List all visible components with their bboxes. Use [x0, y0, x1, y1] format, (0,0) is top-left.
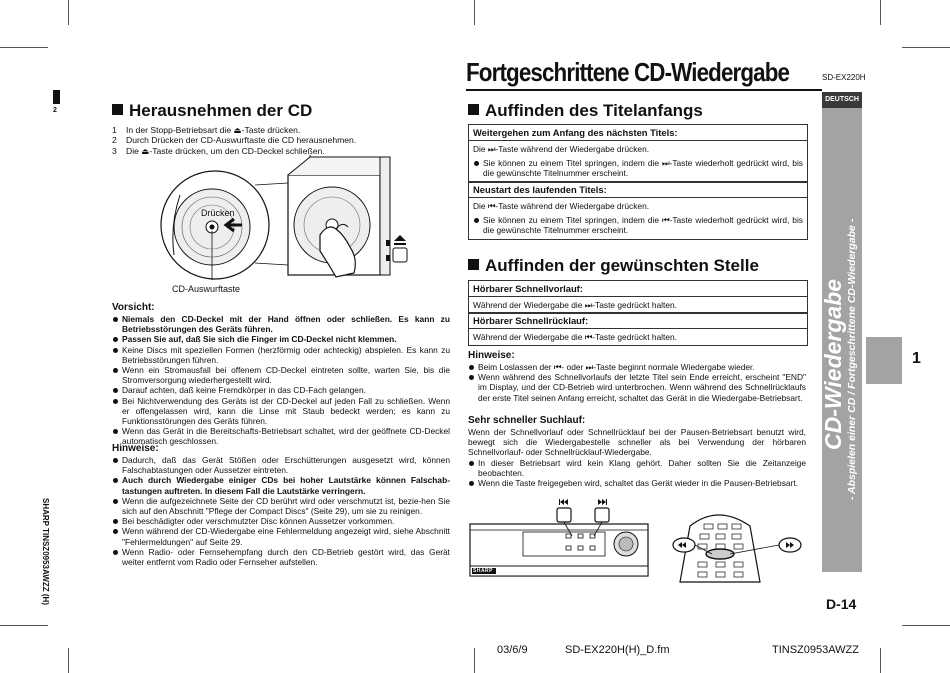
list-item: In dieser Betriebsart wird kein Klang gehört. Daher sollten Sie die Zeitanzeige beobachten. — [468, 458, 806, 478]
model-number: SD-EX220H — [822, 73, 866, 82]
box-heading: Hörbarer Schnellvorlauf: — [469, 281, 807, 297]
box-fast-forward — [468, 280, 808, 314]
heading-square-icon — [468, 104, 479, 115]
crop-mark — [0, 625, 48, 626]
page-title: Fortgeschrittene CD-Wiedergabe — [466, 57, 790, 87]
list-item: 3 Die ⏏-Taste drücken, um den CD-Deckel schließen. — [112, 145, 325, 156]
section-heading-track-start: Auffinden des Titelanfangs — [468, 101, 703, 121]
left-vertical-code: SHARP TINSZ0953AWZZ (H) — [41, 498, 50, 605]
box-body: Während der Wiedergabe die ⏭-Taste gedrückt halten. — [473, 300, 677, 310]
section-heading-remove-cd: Herausnehmen der CD — [112, 101, 312, 121]
list-item: Sie können zu einem Titel springen, indem die ⏭-Taste wiederholt gedrückt wird, bis die gewünschte Titelnummer erscheint. — [473, 158, 803, 178]
list-item: Wenn während des Schnellvorlaufs der letzte Titel sein Ende erreicht, erscheint "END" im Display, und der CD-Betrieb wird unterbrochen. Wenn während des Schnellrücklaufs der erste Titel seinen Anfang erreicht, schaltet das Gerät in die Wiedergabe-Betriebsart. — [468, 372, 806, 403]
heading-square-icon — [112, 104, 123, 115]
crop-mark — [474, 0, 475, 25]
list-item: Dadurch, daß das Gerät Stößen oder Erschütterungen ausgesetzt wird, können Falschabtastungen oder Aussetzer eintreten. — [112, 455, 450, 475]
crop-mark — [902, 47, 950, 48]
footer-file: SD-EX220H(H)_D.fm — [565, 644, 670, 656]
label-eject-button: CD-Auswurftaste — [172, 284, 241, 294]
box-next-track — [468, 124, 808, 183]
label-press: Drücken — [201, 208, 235, 218]
list-item: Wenn das Gerät in die Bereitschafts-Betriebsart schaltet, wird der geöffnete CD-Deckel automatisch geschlossen. — [112, 426, 450, 446]
right-notes-title: Hinweise: — [468, 350, 515, 361]
crop-mark — [880, 648, 881, 673]
chapter-number: 1 — [912, 350, 921, 367]
box-restart-track — [468, 181, 808, 240]
chapter-tab — [866, 337, 902, 384]
list-item: Bei Nichtverwendung des Geräts ist der CD-Deckel auf jeden Fall zu schließen. Wenn er offengelassen wird, kann die Linse mit Staub bedeckt werden; es kann zu Funktionsstörungen des Geräts führen. — [112, 396, 450, 427]
section-heading-find-position: Auffinden der gewünschten Stelle — [468, 256, 759, 276]
box-heading: Hörbarer Schnellrücklauf: — [469, 313, 807, 329]
list-item: Beim Loslassen der ⏮- oder ⏭-Taste beginnt normale Wiedergabe wieder. — [468, 362, 806, 372]
side-main-title: CD-Wiedergabe — [820, 278, 846, 450]
list-item: Wenn Radio- oder Fernsehempfang durch den CD-Betrieb gestört wird, das Gerät weiter entfernt vom Radio oder Fernseher aufstellen. — [112, 547, 450, 567]
list-item: Auch durch Wiedergabe einiger CDs bei hoher Lautstärke können Falschab-tastungen auftreten. In diesem Fall die Lautstärke verringern. — [112, 475, 450, 495]
crop-mark — [474, 648, 475, 673]
device-brand-label: SHARP — [473, 568, 494, 574]
search-notes-list — [468, 458, 806, 489]
heading-square-icon — [468, 259, 479, 270]
crop-mark — [902, 625, 950, 626]
list-item: Sie können zu einem Titel springen, indem die ⏮-Taste wiederholt gedrückt wird, bis die gewünschte Titelnummer erscheint. — [473, 215, 803, 235]
list-item: Bei beschädigter oder verschmutzter Disc können Aussetzer vorkommen. — [112, 516, 450, 526]
list-item: Wenn die Taste freigegeben wird, schaltet das Gerät wieder in die Pausen-Betriebsart. — [468, 478, 806, 488]
list-item: Wenn die aufgezeichnete Seite der CD berührt wird oder verschmutzt ist, bezie-hen Sie sich auf den Abschnitt "Pflege der Compact Discs" (Seite 29), um sie zu reinigen. — [112, 496, 450, 516]
search-title: Sehr schneller Suchlauf: — [468, 415, 586, 426]
caution-list — [112, 314, 450, 447]
box-fast-reverse — [468, 312, 808, 346]
right-notes-list — [468, 362, 806, 403]
crop-mark — [68, 648, 69, 673]
box-line: Die ⏭-Taste während der Wiedergabe drücken. — [473, 144, 650, 154]
list-item: 2 Durch Drücken der CD-Auswurftaste die CD herausnehmen. — [112, 135, 357, 146]
list-item: Passen Sie auf, daß Sie sich die Finger im CD-Deckel nicht klemmen. — [112, 334, 450, 344]
cd-eject-illustration — [160, 155, 420, 290]
caution-title: Vorsicht: — [112, 302, 155, 313]
page-number: D-14 — [826, 596, 857, 612]
footer-code: TINSZ0953AWZZ — [772, 644, 859, 656]
list-item: Wenn während der CD-Wiedergabe eine Fehlermeldung angezeigt wird, siehe Abschnitt "Fehlermeldungen" auf Seite 29. — [112, 526, 450, 546]
crop-mark — [0, 47, 48, 48]
box-heading: Neustart des laufenden Titels: — [469, 182, 807, 198]
notes-list — [112, 455, 450, 567]
list-item: Keine Discs mit speziellen Formen (herzförmig oder achteckig) abspielen. Es kann zu Betriebsstörungen führen. — [112, 345, 450, 365]
left-page-number: 2 — [53, 107, 57, 114]
page-marker — [53, 90, 60, 104]
box-line: Die ⏮-Taste während der Wiedergabe drücken. — [473, 201, 650, 211]
box-body — [469, 141, 807, 182]
list-item: 1 In der Stopp-Betriebsart die ⏏-Taste drücken. — [112, 125, 301, 135]
crop-mark — [68, 0, 69, 25]
list-item: Niemals den CD-Deckel mit der Hand öffnen oder schließen. Es kann zu Betriebsstörungen des Geräts führen. — [112, 314, 450, 334]
list-item: Wenn ein Stromausfall bei offenem CD-Deckel eintreten sollte, warten Sie, bis die Stromversorgung wiederhergestellt wird. — [112, 365, 450, 385]
skip-buttons-illustration — [468, 496, 810, 586]
notes-title: Hinweise: — [112, 443, 159, 454]
footer-date: 03/6/9 — [497, 644, 528, 656]
title-rule — [466, 89, 822, 91]
language-tab: DEUTSCH — [822, 92, 862, 108]
steps-list — [112, 125, 462, 156]
search-text: Wenn der Schnellvorlauf oder Schnellrücklauf bei der Pausen-Betriebsart benutzt wird, bewegt sich die Wiedergabestelle schneller als bei Verwendung der hörbaren Schnellvorlauf- oder Schnellrücklauf-Wiedergabe. — [468, 427, 806, 458]
box-body: Während der Wiedergabe die ⏮-Taste gedrückt halten. — [473, 332, 677, 342]
box-body — [469, 198, 807, 239]
list-item: Darauf achten, daß keine Fremdkörper in das CD-Fach gelangen. — [112, 385, 450, 395]
side-subtitle: - Abspielen einer CD / Fortgeschrittene CD-Wiedergabe - — [846, 218, 858, 500]
box-heading: Weitergehen zum Anfang des nächsten Titels: — [469, 125, 807, 141]
crop-mark — [880, 0, 881, 25]
